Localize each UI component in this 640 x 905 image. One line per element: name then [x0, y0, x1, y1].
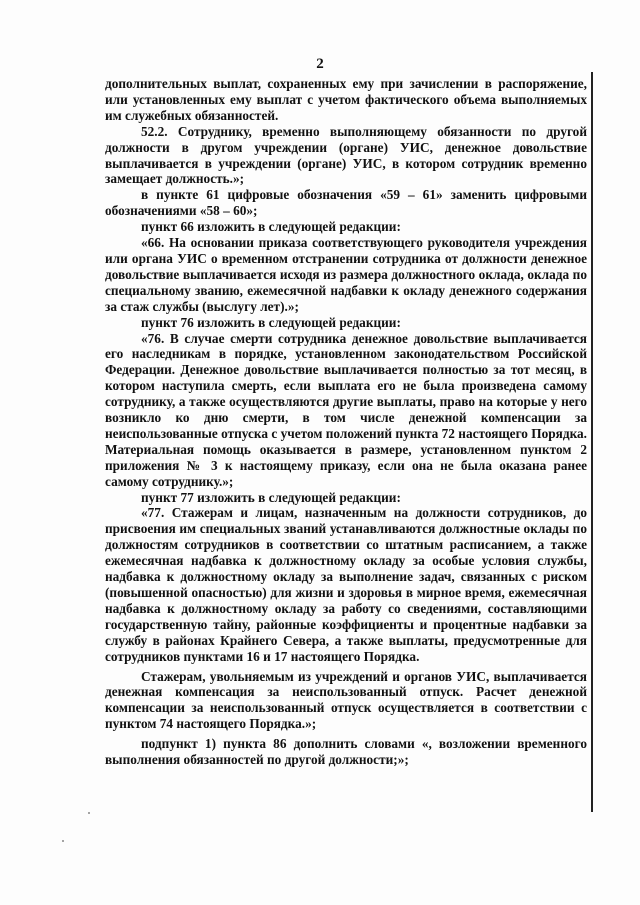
scan-speck: [62, 840, 64, 842]
paragraph-continuation: дополнительных выплат, сохраненных ему при зачислении в распоряжение, или установленных ему выплат с учетом фактического объема выполняемых им служебных обязанностей.: [105, 76, 587, 123]
paragraph-point-86: подпункт 1) пункта 86 дополнить словами «, возложении временного выполнения обязанностей по другой должности;»;: [105, 736, 587, 768]
document-body: [105, 76, 587, 768]
paragraph-52-2: 52.2. Сотруднику, временно выполняющему обязанности по другой должности в другом учреждении (органе) УИС, денежное довольствие выплачивается в учреждении (органе) УИС, в котором сотрудник временно замещает должность.»;: [105, 123, 587, 187]
paragraph-point-61: в пункте 61 цифровые обозначения «59 – 61» заменить цифровыми обозначениями «58 – 60»;: [105, 187, 587, 219]
paragraph-point-76-intro: пункт 76 изложить в следующей редакции:: [141, 314, 401, 330]
paragraph-point-66-intro: пункт 66 изложить в следующей редакции:: [141, 219, 401, 235]
paragraph-interns: Стажерам, увольняемым из учреждений и органов УИС, выплачивается денежная компенсация за неиспользованный отпуск. Расчет денежной компенсации за неиспользованный отпуск осуществляется в соответствии с пунктом 74 настоящего Порядка.»;: [105, 668, 587, 732]
paragraph-point-77: «77. Стажерам и лицам, назначенным на должности сотрудников, до присвоения им специальных званий устанавливаются должностные оклады по должностям сотрудников в соответствии со штатным расписанием, а также ежемесячная надбавка к должностному окладу за особые условия службы, надбавка к должностному окладу за выполнение задач, связанных с риском (повышенной опасностью) для жизни и здоровья в мирное время, ежемесячная надбавка к должностному окладу за работу со сведениями, составляющими государственную тайну, районные коэффициенты и процентные надбавки за службу в районах Крайнего Севера, а также выплаты, предусмотренные для сотрудников пунктами 16 и 17 настоящего Порядка.: [105, 505, 587, 664]
paragraph-point-77-intro: пункт 77 изложить в следующей редакции:: [141, 489, 401, 505]
scan-binding-edge: [591, 72, 593, 812]
page-number: 2: [316, 56, 324, 72]
paragraph-point-76: «76. В случае смерти сотрудника денежное довольствие выплачивается его наследникам в порядке, установленном законодательством Российской Федерации. Денежное довольствие выплачивается полностью за тот месяц, в котором наступила смерть, если выплата его не была произведена самому сотруднику, а также осуществляются другие выплаты, право на которые у него возникло ко дню смерти, в том числе денежной компенсации за неиспользованные отпуска с учетом положений пункта 72 настоящего Порядка. Материальная помощь оказывается в размере, установленном пунктом 2 приложения № 3 к настоящему приказу, если она не была оказана ранее самому сотруднику.»;: [105, 330, 587, 489]
scan-speck: [88, 812, 90, 814]
paragraph-point-66: «66. На основании приказа соответствующего руководителя учреждения или органа УИС о временном отстранении сотрудника от должности денежное довольствие выплачивается исходя из размера должностного оклада, оклада по специальному званию, ежемесячной надбавки к окладу денежного содержания за стаж службы (выслугу лет).»;: [105, 235, 587, 314]
